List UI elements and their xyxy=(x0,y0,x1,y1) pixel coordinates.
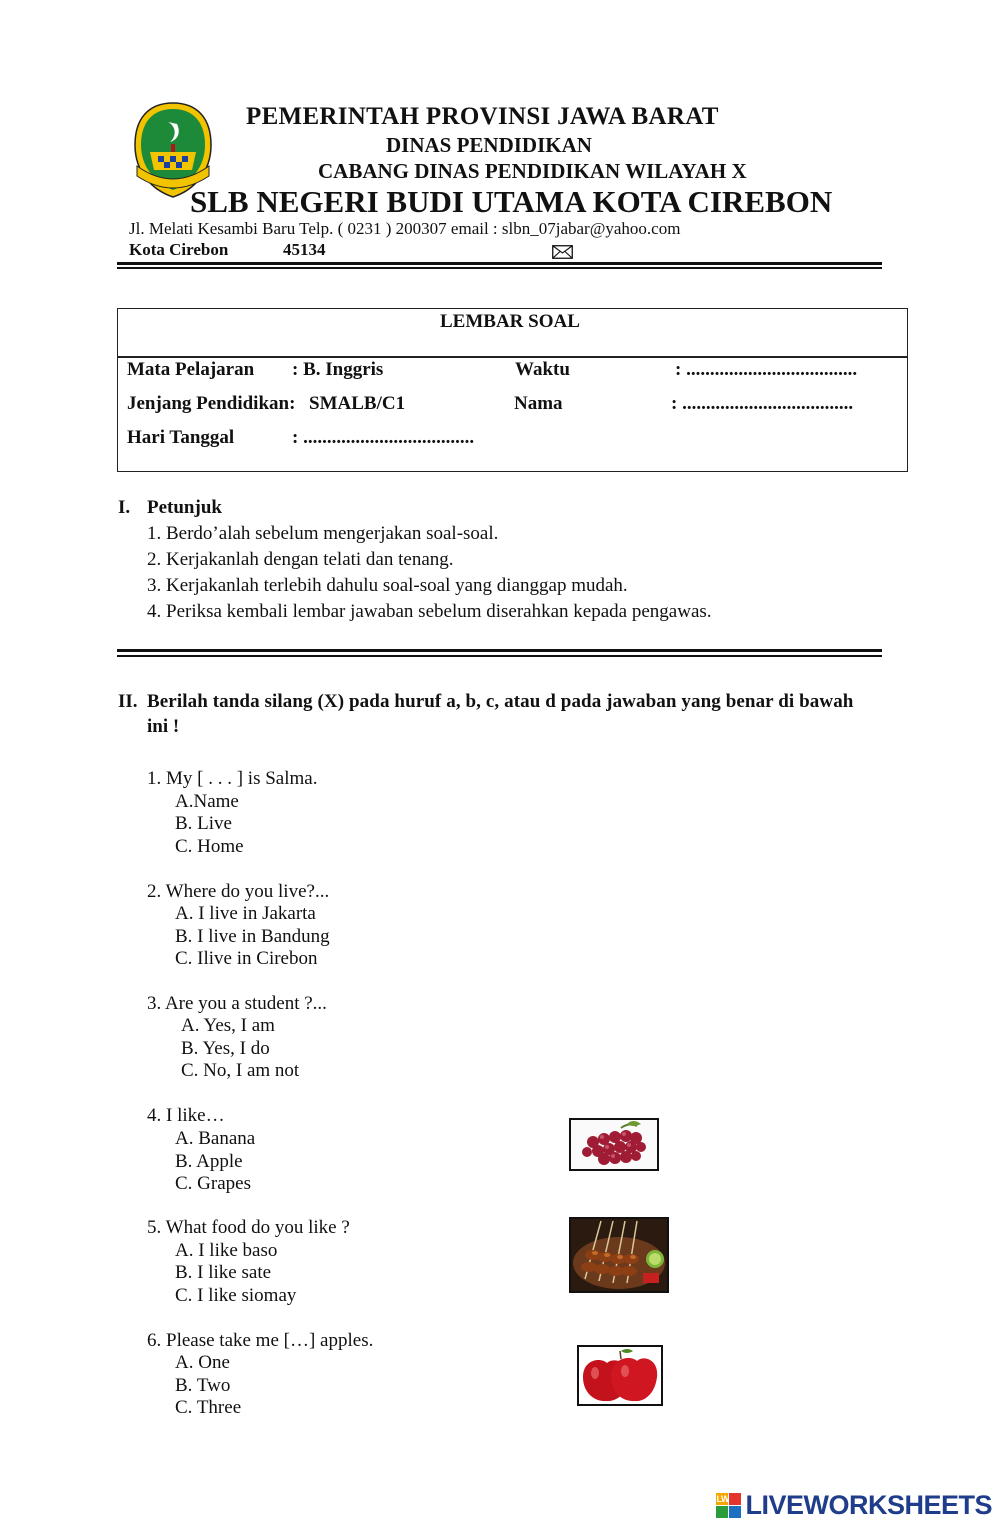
q4-option-a[interactable]: A. Banana xyxy=(175,1128,256,1149)
question-6: 6. Please take me […] apples. xyxy=(147,1330,374,1351)
header-postal-code: 45134 xyxy=(283,240,326,259)
time-label: Waktu xyxy=(515,359,570,380)
header-address: Jl. Melati Kesambi Baru Telp. ( 0231 ) 200307 email : slbn_07jabar@yahoo.com xyxy=(129,219,681,238)
header-rule-thick xyxy=(117,262,882,265)
q3-option-b[interactable]: B. Yes, I do xyxy=(181,1038,270,1059)
section-rule-thick xyxy=(117,649,882,652)
instructions-number: I. xyxy=(118,497,131,518)
header-department: DINAS PENDIDIKAN xyxy=(386,133,592,157)
question-3: 3. Are you a student ?... xyxy=(147,993,327,1014)
sheet-title: LEMBAR SOAL xyxy=(440,311,580,332)
q5-option-c[interactable]: C. I like siomay xyxy=(175,1285,297,1306)
section2-number: II. xyxy=(118,691,138,712)
q3-option-c[interactable]: C. No, I am not xyxy=(181,1060,300,1081)
liveworksheets-logo-icon: LW xyxy=(716,1493,741,1518)
question-4: 4. I like… xyxy=(147,1105,225,1126)
q2-option-c[interactable]: C. Ilive in Cirebon xyxy=(175,948,318,969)
date-label: Hari Tanggal xyxy=(127,427,235,448)
exam-info-divider xyxy=(117,356,908,358)
section2-instruction-cont: ini ! xyxy=(147,716,180,737)
name-label: Nama xyxy=(514,393,563,414)
header-rule-thin xyxy=(117,267,882,269)
q6-option-a[interactable]: A. One xyxy=(175,1352,230,1373)
section2-instruction: Berilah tanda silang (X) pada huruf a, b, c, atau d pada jawaban yang benar di bawah xyxy=(147,691,854,712)
level-label: Jenjang Pendidikan: xyxy=(127,393,296,414)
q5-option-b[interactable]: B. I like sate xyxy=(175,1262,272,1283)
name-field[interactable]: : .................................... xyxy=(671,393,854,414)
time-field[interactable]: : .................................... xyxy=(675,359,858,380)
envelope-icon xyxy=(552,245,573,259)
instructions-title: Petunjuk xyxy=(147,497,222,518)
q1-option-a[interactable]: A.Name xyxy=(175,791,239,812)
question-2: 2. Where do you live?... xyxy=(147,881,330,902)
q3-option-a[interactable]: A. Yes, I am xyxy=(181,1015,275,1036)
q6-option-c[interactable]: C. Three xyxy=(175,1397,242,1418)
instruction-item: 2. Kerjakanlah dengan telati dan tenang. xyxy=(147,549,454,570)
q6-option-b[interactable]: B. Two xyxy=(175,1375,231,1396)
q4-option-b[interactable]: B. Apple xyxy=(175,1151,243,1172)
header-school-name: SLB NEGERI BUDI UTAMA KOTA CIREBON xyxy=(190,184,833,219)
q2-option-b[interactable]: B. I live in Bandung xyxy=(175,926,330,947)
instruction-item: 4. Periksa kembali lembar jawaban sebelum diserahkan kepada pengawas. xyxy=(147,601,712,622)
section-rule-thin xyxy=(117,655,882,657)
subject-value: : B. Inggris xyxy=(292,359,384,380)
question-1: 1. My [ . . . ] is Salma. xyxy=(147,768,318,789)
subject-label: Mata Pelajaran xyxy=(127,359,255,380)
level-value: SMALB/C1 xyxy=(309,393,406,414)
header-branch: CABANG DINAS PENDIDIKAN WILAYAH X xyxy=(318,159,747,183)
q5-option-a[interactable]: A. I like baso xyxy=(175,1240,278,1261)
header-city: Kota Cirebon xyxy=(129,240,229,259)
header-government: PEMERINTAH PROVINSI JAWA BARAT xyxy=(246,103,719,130)
instruction-item: 3. Kerjakanlah terlebih dahulu soal-soal yang dianggap mudah. xyxy=(147,575,628,596)
q1-option-b[interactable]: B. Live xyxy=(175,813,232,834)
q1-option-c[interactable]: C. Home xyxy=(175,836,244,857)
question-5: 5. What food do you like ? xyxy=(147,1217,350,1238)
sate-image xyxy=(569,1217,669,1293)
instruction-item: 1. Berdo’alah sebelum mengerjakan soal-soal. xyxy=(147,523,499,544)
date-field[interactable]: : .................................... xyxy=(292,427,475,448)
q2-option-a[interactable]: A. I live in Jakarta xyxy=(175,903,316,924)
liveworksheets-wordmark: LIVEWORKSHEETS xyxy=(745,1490,992,1520)
apples-image xyxy=(577,1345,663,1406)
q4-option-c[interactable]: C. Grapes xyxy=(175,1173,251,1194)
liveworksheets-brand xyxy=(716,1490,992,1521)
grapes-image xyxy=(569,1118,659,1171)
